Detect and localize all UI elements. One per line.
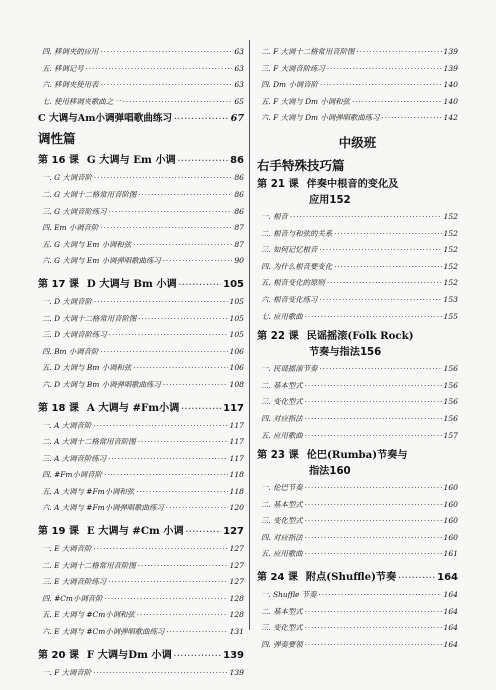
toc-item: [38, 665, 244, 682]
toc-item: [257, 361, 458, 378]
toc-entry-text: 六. 移调夹使用表: [42, 80, 99, 90]
lesson-title: 附点(Shuffle)节奏: [305, 571, 397, 584]
lesson-heading: [257, 448, 458, 480]
leader-dots: [93, 665, 227, 682]
page-number: 140: [443, 80, 458, 90]
lesson-heading-line1: [257, 177, 458, 192]
toc-item: [38, 434, 244, 451]
page-number: 131: [229, 627, 244, 637]
page-number: 164: [443, 606, 458, 616]
toc-entry-text: 三. G 大调音阶练习: [42, 206, 107, 216]
page-number: 152: [443, 261, 458, 271]
page-number: 156: [443, 413, 458, 423]
leader-dots: [166, 624, 227, 641]
page-number: 139: [223, 649, 244, 661]
lesson-title: A 大调与 #Fm小调: [86, 401, 180, 414]
toc-item: [257, 513, 458, 530]
toc-item: [257, 497, 458, 514]
toc-entry-text: 三. F 大调音阶练习: [261, 63, 325, 73]
toc-item: [257, 546, 458, 563]
toc-item: [38, 418, 244, 435]
lesson-heading: [257, 177, 458, 209]
toc-entry-text: 二. F 大调十二格常用音阶图: [261, 47, 355, 56]
toc-entry-text: 五. A 大调与 #Fm小调和弦: [42, 486, 135, 496]
leader-dots: [166, 500, 228, 517]
toc-entry-text: 五. G 大调与 Em 小调和弦: [42, 239, 132, 249]
toc-item: [257, 530, 458, 547]
toc-item: [38, 451, 244, 468]
toc-item: [257, 44, 458, 61]
lesson-heading-line1: [257, 329, 458, 344]
page-number: 86: [234, 206, 244, 216]
leader-dots: [104, 467, 228, 484]
leader-dots: [93, 418, 227, 435]
toc-entry-text: 四. 为什么根音要变化: [261, 261, 333, 271]
leader-dots: [133, 360, 227, 377]
toc-item: [257, 110, 458, 127]
toc-entry-text: 三. 变化型式: [261, 397, 303, 407]
lesson-title: 伴奏中根音的变化及: [306, 177, 399, 190]
toc-entry-text: 三. 如何记忆根音: [261, 245, 318, 255]
toc-entry-text: 一. F 大调音阶: [42, 667, 92, 677]
page-number: 105: [229, 296, 244, 306]
leader-dots: [178, 151, 228, 170]
leader-dots: [290, 209, 442, 226]
page-number: 117: [229, 453, 244, 463]
toc-item: [257, 394, 458, 411]
leader-dots: [186, 522, 221, 541]
leader-dots: [163, 253, 233, 270]
leader-dots: [305, 604, 442, 621]
leader-dots: [305, 497, 442, 514]
toc-entry-text: 四. 对应指法: [261, 532, 303, 542]
toc-item: [38, 204, 244, 221]
level-title: 中级班: [338, 134, 377, 150]
leader-dots: [319, 361, 441, 378]
leader-dots: [94, 294, 228, 311]
page-number: 152: [443, 278, 458, 288]
lesson-number: 第 21 课: [257, 178, 299, 190]
toc-item: [38, 294, 244, 311]
toc-item: [257, 61, 458, 78]
page-number: 127: [229, 560, 244, 570]
lesson-title-continued: 节奏与指法: [309, 346, 360, 359]
leader-dots: [93, 541, 227, 558]
page-number: 127: [229, 577, 244, 587]
leader-dots: [382, 110, 442, 127]
toc-item: [257, 94, 458, 111]
toc-entry-text: 三. A 大调音阶练习: [42, 453, 107, 463]
page-number: 140: [443, 96, 458, 106]
page-number: 155: [443, 311, 458, 321]
toc-entry-text: 五. 应用歌曲: [261, 549, 303, 559]
leader-dots: [327, 61, 442, 78]
toc-item: [38, 467, 244, 484]
lesson-title: D 大调与 Bm 小调: [86, 277, 177, 290]
toc-entry-text: 二. E 大调十二格常用音阶图: [42, 560, 136, 570]
page-number: 153: [443, 294, 458, 304]
page-number: 139: [229, 667, 244, 677]
lesson-number: 第 19 课: [38, 526, 79, 538]
toc-item: [38, 558, 244, 575]
toc-entry-text: 六. A 大调与 #Fm小调弹唱歌曲练习: [42, 503, 164, 513]
toc-left-column: [38, 44, 244, 681]
toc-entry-text: 五. 根音变化的原则: [261, 278, 325, 288]
toc-entry-text: 七. 使用移调夹歌曲之一: [42, 96, 121, 106]
page-number: 164: [443, 590, 458, 600]
page-number: 87: [234, 239, 244, 249]
page-number: 106: [229, 363, 244, 373]
toc-item: [257, 587, 458, 604]
column-divider: [249, 40, 250, 630]
leader-dots: [305, 546, 442, 563]
leader-dots: [305, 394, 442, 411]
toc-entry-text: 六. D 大调与 Bm 小调弹唱歌曲练习: [42, 379, 161, 389]
page-number: 156: [443, 364, 458, 374]
leader-dots: [133, 237, 232, 254]
toc-item: [38, 61, 244, 78]
toc-item: [38, 360, 244, 377]
page-number: 161: [443, 549, 458, 559]
page-number: 156: [443, 380, 458, 390]
page-number: 164: [443, 623, 458, 633]
lesson-heading-line2: [257, 344, 458, 361]
page-number: 128: [229, 593, 244, 603]
lesson-title-continued: 指法: [309, 465, 330, 478]
leader-dots: [108, 574, 227, 591]
toc-item: [38, 327, 244, 344]
lesson-heading-line1: [257, 448, 458, 463]
page-number: 106: [229, 346, 244, 356]
toc-entry-text: 一. D 大调音阶: [42, 296, 92, 306]
page-number: 117: [229, 437, 244, 447]
toc-item: [38, 220, 244, 237]
toc-entry-text: 二. 基本型式: [261, 606, 303, 616]
toc-item: [38, 541, 244, 558]
toc-entry-text: 六. G 大调与 Em 小调弹唱歌曲练习: [42, 256, 161, 266]
page-number: 160: [329, 466, 351, 478]
leader-dots: [398, 568, 435, 587]
toc-item: [257, 428, 458, 445]
leader-dots: [138, 434, 228, 451]
lesson-title: 民谣摇滚(Folk Rock): [306, 330, 414, 343]
toc-entry-text: 二. G 大调十二格常用音阶图: [42, 189, 137, 199]
leader-dots: [334, 259, 441, 276]
toc-entry-text: C 大调与Am小调弹唱歌曲练习: [38, 113, 173, 125]
leader-dots: [318, 587, 441, 604]
section-title: 右手特殊技巧篇: [257, 157, 345, 173]
leader-dots: [356, 44, 441, 61]
toc-entry-text: 六. F 大调与 Dm 小调弹唱歌曲练习: [261, 113, 380, 123]
page-number: 118: [229, 470, 244, 480]
lesson-number: 第 18 课: [38, 402, 79, 414]
toc-item: [38, 344, 244, 361]
toc-item: [38, 484, 244, 501]
page-number: 90: [234, 256, 244, 266]
toc-item: [38, 500, 244, 517]
toc-entry-text: 二. 根音与和弦的关系: [261, 228, 333, 238]
leader-dots: [320, 77, 442, 94]
toc-item: [257, 292, 458, 309]
toc-entry-text: 四. Em 小调音阶: [42, 223, 99, 233]
leader-dots: [352, 94, 442, 111]
page-number: 157: [443, 430, 458, 440]
page-number: 127: [229, 544, 244, 554]
leader-dots: [108, 451, 227, 468]
lesson-heading: [38, 521, 244, 541]
toc-entry-text: 五. F 大调与 Dm 小调和弦: [261, 96, 350, 106]
toc-entry-text: 六. 根音变化练习: [261, 294, 318, 304]
lesson-title: 伦巴(Rumba)节奏与: [306, 449, 408, 462]
leader-dots: [305, 309, 442, 326]
lesson-heading: [257, 567, 458, 587]
toc-entry-text: 四. Bm 小调音阶: [42, 346, 99, 356]
toc-item: [257, 411, 458, 428]
leader-dots: [327, 275, 442, 292]
page-number: 108: [229, 379, 244, 389]
toc-item: [38, 237, 244, 254]
toc-item: [257, 209, 458, 226]
leader-dots: [334, 226, 441, 243]
leader-dots: [138, 311, 227, 328]
toc-item: [257, 620, 458, 637]
leader-dots: [319, 292, 441, 309]
lesson-number: 第 16 课: [38, 155, 79, 167]
leader-dots: [174, 110, 229, 128]
leader-dots: [138, 187, 232, 204]
toc-item: [257, 637, 458, 654]
leader-dots: [100, 220, 232, 237]
toc-item: [38, 574, 244, 591]
toc-item: [38, 253, 244, 270]
leader-dots: [138, 558, 228, 575]
page-number: 105: [229, 330, 244, 340]
lesson-heading: [38, 398, 244, 418]
page-number: 127: [223, 526, 244, 538]
page-number: 67: [230, 113, 244, 125]
page-number: 160: [443, 516, 458, 526]
toc-item: [38, 94, 244, 111]
toc-entry-text: 二. 基本型式: [261, 499, 303, 509]
leader-dots: [305, 620, 442, 637]
page-number: 142: [443, 113, 458, 123]
leader-dots: [109, 204, 233, 221]
section-title: 调性篇: [38, 131, 76, 147]
toc-entry-text: 四. #Fm小调音阶: [42, 470, 102, 480]
toc-entry-text: 二. 基本型式: [261, 380, 303, 390]
toc-entry-text: 四. Dm 小调音阶: [261, 80, 318, 90]
page-number: 160: [443, 532, 458, 542]
toc-entry-text: 五. E 大调与 #Cm小调和弦: [42, 610, 135, 620]
lesson-heading-line2: [257, 192, 458, 209]
toc-entry-text: 一. E 大调音阶: [42, 544, 92, 554]
toc-entry-text: 一. G 大调音阶: [42, 173, 92, 183]
toc-item: [257, 309, 458, 326]
toc-entry-text: 一. A 大调音阶: [42, 420, 92, 430]
toc-entry-text: 七. 应用歌曲: [261, 311, 303, 321]
lesson-title: E 大调与 #Cm 小调: [86, 525, 184, 538]
page-number: 156: [359, 347, 382, 359]
page-number: 152: [443, 228, 458, 238]
page-number: 128: [229, 610, 244, 620]
leader-dots: [305, 411, 442, 428]
leader-dots: [305, 378, 442, 395]
toc-item: [38, 311, 244, 328]
toc-entry-text: 一. Shuffle 节奏: [261, 590, 317, 600]
toc-item: [257, 378, 458, 395]
toc-item: [38, 624, 244, 641]
page-number: 118: [229, 486, 244, 496]
page-number: 86: [234, 189, 244, 199]
lesson-number: 第 22 课: [257, 331, 299, 343]
toc-item: [38, 187, 244, 204]
leader-dots: [319, 242, 441, 259]
toc-entry-text: 二. A 大调十二格常用音阶图: [42, 437, 136, 447]
leader-dots: [181, 399, 221, 418]
toc-entry-text: 三. E 大调音阶练习: [42, 577, 107, 587]
lesson-number: 第 17 课: [38, 278, 79, 290]
toc-item: [257, 275, 458, 292]
leader-dots: [305, 428, 442, 445]
page-number: 105: [223, 278, 244, 290]
toc-item: [38, 170, 244, 187]
toc-item: [257, 242, 458, 259]
lesson-number: 第 20 课: [38, 649, 79, 661]
lesson-heading: [38, 645, 244, 665]
page-number: 63: [234, 63, 244, 73]
page-number: 160: [443, 499, 458, 509]
leader-dots: [100, 44, 232, 61]
leader-dots: [109, 327, 228, 344]
page-number: 152: [443, 245, 458, 255]
lesson-number: 第 23 课: [257, 450, 299, 462]
toc-item: [38, 591, 244, 608]
toc-entry-text: 五. D 大调与 Bm 小调和弦: [42, 363, 132, 373]
toc-item: [257, 77, 458, 94]
leader-dots: [137, 607, 228, 624]
leader-dots: [123, 94, 233, 111]
toc-entry-text: 四. 移调夹的应用: [42, 47, 99, 56]
page-number: 120: [229, 503, 244, 513]
lesson-heading: [257, 329, 458, 361]
page-number: 152: [329, 194, 351, 206]
leader-dots: [94, 170, 232, 187]
leader-dots: [174, 646, 221, 665]
toc-item: [257, 480, 458, 497]
page-number: 86: [234, 173, 244, 183]
toc-item: [38, 44, 244, 61]
page-number: 160: [443, 483, 458, 493]
toc-item: [257, 226, 458, 243]
leader-dots: [163, 377, 228, 394]
leader-dots: [305, 480, 442, 497]
leader-dots: [305, 637, 442, 654]
toc-entry-text: 四. 弹奏要领: [261, 639, 303, 649]
leader-dots: [100, 77, 232, 94]
page-number: 156: [443, 397, 458, 407]
page-number: 86: [230, 155, 244, 167]
page-number: 117: [229, 420, 244, 430]
page-number: 139: [443, 47, 458, 56]
toc-entry-text: 一. 根音: [261, 211, 288, 221]
lesson-title: F 大调与Dm 小调: [86, 648, 172, 661]
toc-entry-text: 一. 伦巴节奏: [261, 483, 303, 493]
page-number: 63: [234, 47, 244, 56]
page-number: 105: [229, 313, 244, 323]
toc-item: [38, 377, 244, 394]
lesson-heading: [38, 150, 244, 170]
page-number: 152: [443, 211, 458, 221]
toc-entry-text: 五. 移调记号: [42, 63, 84, 73]
toc-item: [257, 259, 458, 276]
toc-entry-text: 三. 变化型式: [261, 516, 303, 526]
lesson-heading-line2: [257, 463, 458, 480]
lesson-heading: [38, 274, 244, 294]
page-number: 164: [437, 572, 458, 584]
toc-entry-text: 五. 应用歌曲: [261, 430, 303, 440]
leader-dots: [136, 484, 227, 501]
page-number: 117: [223, 402, 244, 414]
lesson-title-continued: 应用: [309, 193, 330, 206]
toc-entry-text: 四. #Cm小调音阶: [42, 593, 103, 603]
leader-dots: [305, 530, 442, 547]
toc-entry-text: 三. 变化型式: [261, 623, 303, 633]
toc-item: [38, 77, 244, 94]
page-number: 139: [443, 63, 458, 73]
page-number: 65: [234, 96, 244, 106]
toc-subheading: [38, 110, 244, 128]
toc-entry-text: 四. 对应指法: [261, 413, 303, 423]
lesson-number: 第 24 课: [257, 572, 298, 584]
toc-entry-text: 一. 民谣摇滚节奏: [261, 364, 318, 374]
toc-item: [257, 604, 458, 621]
toc-entry-text: 二. D 大调十二格常用音阶图: [42, 313, 137, 323]
leader-dots: [105, 591, 228, 608]
leader-dots: [100, 344, 227, 361]
leader-dots: [86, 61, 233, 78]
page-number: 63: [234, 80, 244, 90]
toc-right-column: [257, 44, 458, 653]
toc-entry-text: 三. D 大调音阶练习: [42, 330, 107, 340]
lesson-title: G 大调与 Em 小调: [86, 154, 176, 167]
toc-item: [38, 607, 244, 624]
page-number: 87: [234, 223, 244, 233]
toc-entry-text: 六. E 大调与 #Cm小调弹唱歌曲练习: [42, 627, 165, 637]
leader-dots: [179, 275, 221, 294]
page-number: 164: [443, 639, 458, 649]
leader-dots: [305, 513, 442, 530]
